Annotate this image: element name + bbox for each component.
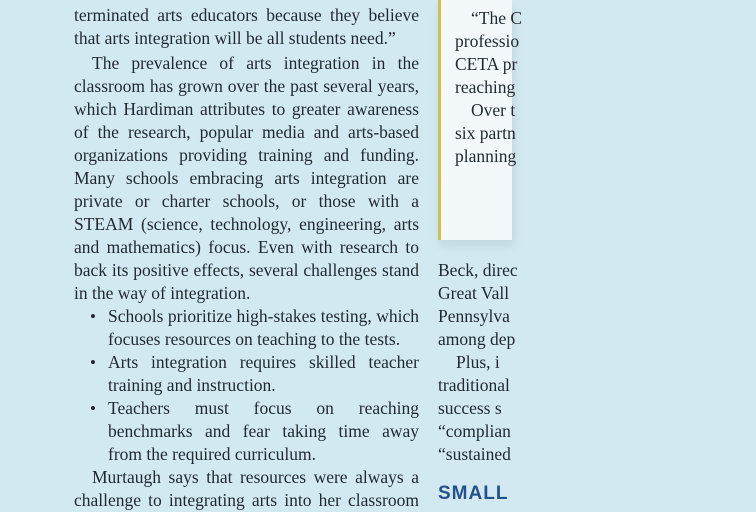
paragraph-line: private or charter schools, or those with a — [74, 191, 419, 211]
paragraph-line: STEAM (science, technology, engineering, arts — [74, 214, 419, 234]
paragraph-line: of the research, popular media and arts-based — [74, 122, 419, 142]
list-item-line: benchmarks and fear taking time away — [108, 421, 419, 441]
paragraph-line: The prevalence of arts integration in the — [92, 53, 419, 73]
paragraph-line: organizations providing training and funding. — [74, 145, 419, 165]
right-text-column — [438, 0, 518, 512]
paragraph-line: “sustained — [438, 444, 511, 464]
list-item-line: from the required curriculum. — [108, 444, 316, 464]
paragraph-line: that arts integration will be all students need.” — [74, 28, 396, 48]
paragraph-line: Great Vall — [438, 283, 510, 303]
paragraph-line: and mathematics) focus. Even with research to — [74, 237, 419, 257]
list-item-line: Arts integration requires skilled teacher — [108, 352, 419, 372]
bullet-icon: • — [90, 307, 96, 326]
paragraph-line: classroom has grown over the past several years, — [74, 76, 419, 96]
list-item-line: Teachers must focus on reaching — [108, 398, 419, 418]
paragraph-line: traditional — [438, 375, 510, 395]
section-heading: SMALL — [438, 483, 509, 504]
bullet-icon: • — [90, 353, 96, 372]
paragraph-line: among dep — [438, 329, 516, 349]
paragraph-line: in the way of integration. — [74, 283, 251, 303]
paragraph-line: Many schools embracing arts integration are — [74, 168, 419, 188]
paragraph-line: success s — [438, 398, 502, 418]
paragraph-line: Beck, direc — [438, 260, 518, 280]
list-item-line: Schools prioritize high-stakes testing, which — [108, 306, 419, 326]
paragraph-line: terminated arts educators because they believe — [74, 5, 419, 25]
sidebar-line: reaching — [455, 77, 516, 97]
list-item-line: focuses resources on teaching to the tests. — [108, 329, 401, 349]
paragraph-line: which Hardiman attributes to greater awareness — [74, 99, 419, 119]
paragraph-line: Murtaugh says that resources were always a — [92, 467, 419, 487]
paragraph-line: Plus, i — [456, 352, 500, 372]
sidebar-line: Over t — [471, 100, 516, 120]
sidebar-line: “The C — [471, 8, 523, 28]
paragraph-line: back its positive effects, several challenges stand — [74, 260, 419, 280]
paragraph-line: challenge to integrating arts into her classroom — [74, 490, 419, 510]
paragraph-line: “complian — [438, 421, 511, 441]
sidebar-line: CETA pr — [455, 54, 518, 74]
sidebar-line: planning — [455, 146, 517, 166]
paragraph-line: Pennsylva — [438, 306, 510, 326]
sidebar-line: six partn — [455, 123, 516, 143]
sidebar-line: professio — [455, 31, 520, 51]
bullet-icon: • — [90, 399, 96, 418]
list-item-line: training and instruction. — [108, 375, 276, 395]
